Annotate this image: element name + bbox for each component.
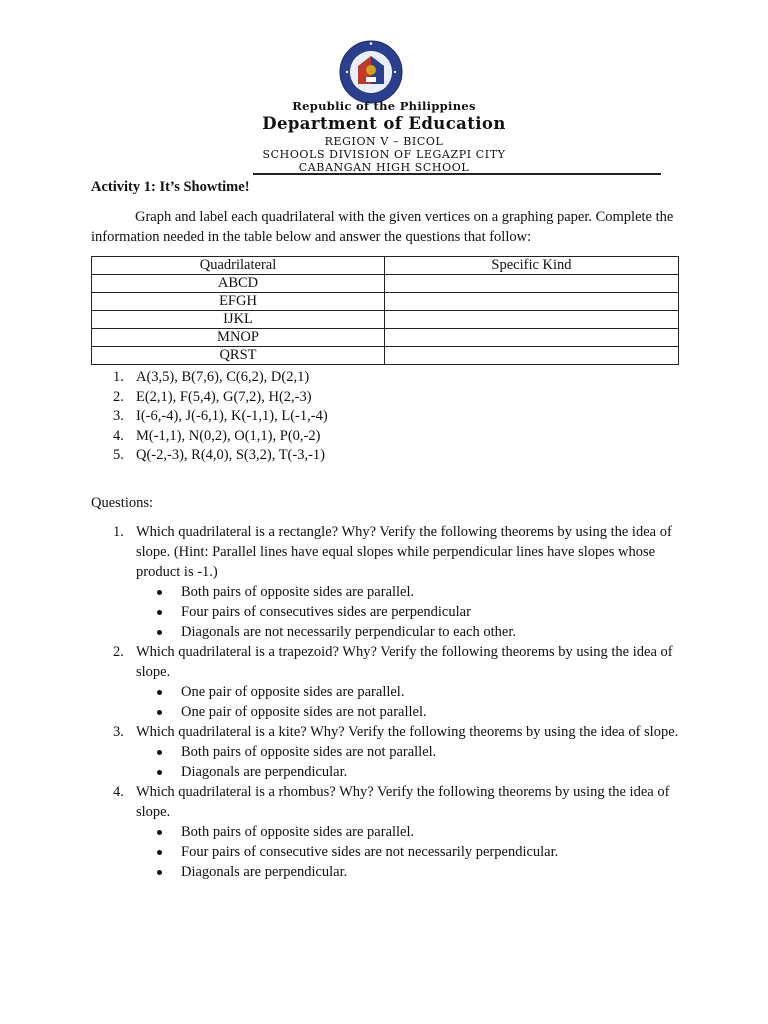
bullet-text: Diagonals are perpendicular. [181, 864, 348, 880]
header-department: Department of Education [262, 114, 506, 133]
list-item [113, 407, 328, 427]
bullet-text: Both pairs of opposite sides are parallel. [181, 584, 415, 600]
bullet-text: Diagonals are perpendicular. [181, 764, 348, 780]
bullet-text: One pair of opposite sides are parallel. [181, 684, 405, 700]
bullet-item [113, 602, 693, 622]
list-item [113, 446, 328, 466]
vertex-list [113, 368, 328, 466]
table-cell-quadrilateral: EFGH [92, 293, 385, 311]
question-text: Which quadrilateral is a rhombus? Why? Verify the following theorems by using the idea of slope. [136, 784, 670, 820]
list-item [113, 427, 328, 447]
table-cell-specific-kind [385, 347, 679, 365]
list-item [113, 368, 328, 388]
question-item [113, 642, 693, 682]
table-cell-specific-kind [385, 275, 679, 293]
question-number: 2. [113, 644, 124, 660]
bullet-text: One pair of opposite sides are not parallel. [181, 704, 427, 720]
table-row [92, 293, 679, 311]
question-text: Which quadrilateral is a kite? Why? Verify the following theorems by using the idea of slope. [136, 724, 679, 740]
bullet-text: Diagonals are not necessarily perpendicular to each other. [181, 624, 516, 640]
vertex-text: M(-1,1), N(0,2), O(1,1), P(0,-2) [136, 427, 321, 444]
bullet-text: Both pairs of opposite sides are parallel. [181, 824, 415, 840]
table-row [92, 311, 679, 329]
question-item [113, 782, 693, 822]
table-header-specific-kind: Specific Kind [385, 257, 679, 275]
table-cell-specific-kind [385, 329, 679, 347]
table-cell-quadrilateral: QRST [92, 347, 385, 365]
activity-title: Activity 1: It’s Showtime! [91, 179, 250, 195]
header-division: SCHOOLS DIVISION OF LEGAZPI CITY [262, 148, 506, 161]
bullet-item [113, 862, 693, 882]
list-number: 2. [113, 388, 124, 405]
bullet-item [113, 842, 693, 862]
question-text: Which quadrilateral is a rectangle? Why? Verify the following theorems by using the idea of slope. (Hint: Parallel lines have equal slopes while perpendicular lines have slopes whose product is -1.) [136, 524, 672, 580]
table-row [92, 347, 679, 365]
question-text: Which quadrilateral is a trapezoid? Why? Verify the following theorems by using the idea of slope. [136, 644, 673, 680]
bullet-text: Both pairs of opposite sides are not parallel. [181, 744, 437, 760]
header-school: CABANGAN HIGH SCHOOL [298, 161, 470, 174]
list-number: 1. [113, 369, 124, 385]
list-number: 3. [113, 408, 124, 424]
bullet-item [113, 702, 693, 722]
table-row [92, 275, 679, 293]
table-row [92, 329, 679, 347]
header-republic: Republic of the Philippines [292, 99, 476, 113]
bullet-item [113, 762, 693, 782]
bullet-item [113, 682, 693, 702]
question-number: 1. [113, 524, 124, 540]
question-number: 4. [113, 784, 124, 800]
vertex-text: I(-6,-4), J(-6,1), K(-1,1), L(-1,-4) [136, 408, 328, 424]
header-region: REGION V – BICOL [324, 135, 444, 148]
bullet-item [113, 822, 693, 842]
bullet-item [113, 622, 693, 642]
table-header-row [92, 257, 679, 275]
bullet-item [113, 742, 693, 762]
table-cell-specific-kind [385, 311, 679, 329]
vertex-text: A(3,5), B(7,6), C(6,2), D(2,1) [136, 369, 310, 385]
questions-list [113, 522, 693, 882]
vertex-text: Q(-2,-3), R(4,0), S(3,2), T(-3,-1) [136, 447, 325, 463]
question-number: 3. [113, 724, 124, 740]
list-number: 4. [113, 427, 124, 444]
list-number: 5. [113, 447, 124, 463]
vertex-text: E(2,1), F(5,4), G(7,2), H(2,-3) [136, 388, 312, 405]
question-item [113, 522, 693, 582]
quadrilateral-table [91, 256, 679, 365]
table-cell-quadrilateral: ABCD [92, 275, 385, 293]
header-divider [253, 173, 661, 175]
table-cell-quadrilateral: MNOP [92, 329, 385, 347]
table-cell-quadrilateral: IJKL [92, 311, 385, 329]
table-cell-specific-kind [385, 293, 679, 311]
table-header-quadrilateral: Quadrilateral [92, 257, 385, 275]
bullet-item [113, 582, 693, 602]
deped-seal-logo [339, 40, 403, 104]
questions-heading: Questions: [91, 495, 154, 511]
intro-paragraph: Graph and label each quadrilateral with the given vertices on a graphing paper. Complete the information needed in the table below and answer the questions that follow: [91, 209, 674, 245]
list-item [113, 388, 328, 408]
bullet-text: Four pairs of consecutive sides are not necessarily perpendicular. [181, 844, 559, 860]
bullet-text: Four pairs of consecutives sides are perpendicular [181, 604, 471, 620]
question-item [113, 722, 693, 742]
